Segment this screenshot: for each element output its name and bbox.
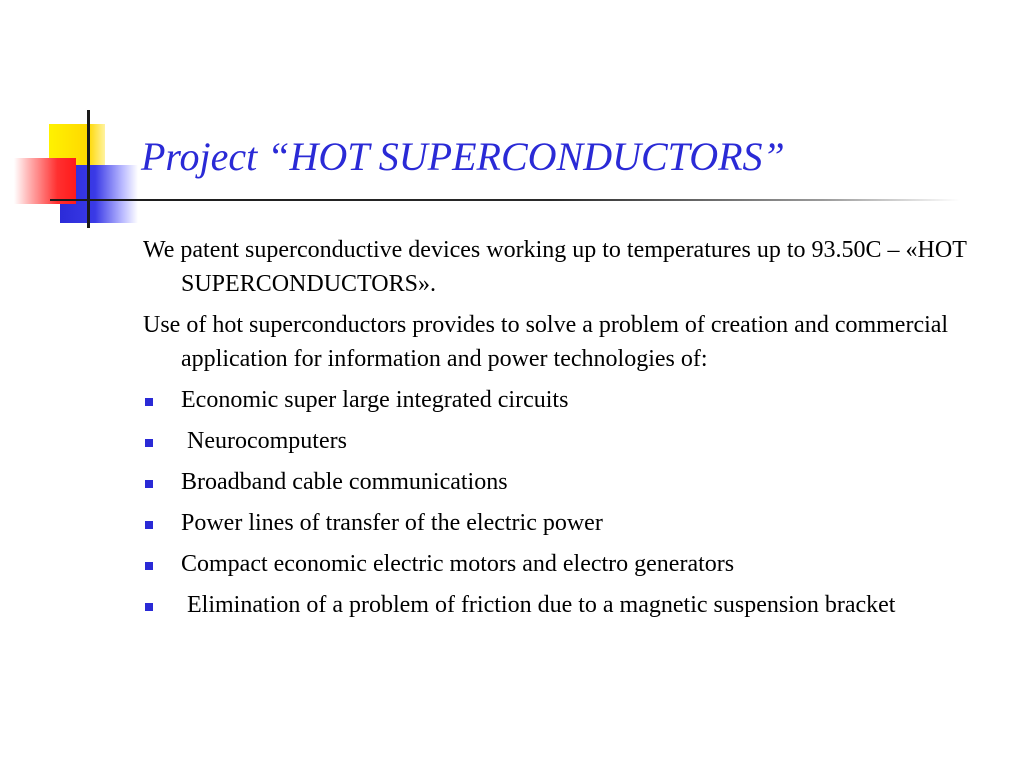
square-bullet-icon [145, 398, 153, 406]
square-bullet-icon [145, 562, 153, 570]
bullet-item [143, 547, 983, 581]
bullet-item [143, 506, 983, 540]
paragraph-application: Use of hot superconductors provides to solve a problem of creation and commercial application for information and power technologies of: [143, 312, 949, 372]
square-bullet-icon [145, 480, 153, 488]
bullet-item [143, 465, 983, 499]
paragraph-patent: We patent superconductive devices working up to temperatures up to 93.50C – «HOT SUPERCONDUCTORS». [143, 237, 967, 297]
slide-title: Project “HOT SUPERCONDUCTORS” [141, 134, 785, 179]
bullet-text: Compact economic electric motors and electro generators [181, 551, 735, 577]
bullet-item [143, 588, 983, 622]
logo-vertical-line [87, 110, 90, 228]
bullet-text: Elimination of a problem of friction due to a magnetic suspension bracket [181, 592, 896, 618]
bullet-item [143, 424, 983, 458]
square-bullet-icon [145, 603, 153, 611]
square-bullet-icon [145, 439, 153, 447]
bullet-text: Broadband cable communications [181, 469, 508, 495]
bullet-text: Power lines of transfer of the electric power [181, 510, 603, 536]
title-underline [50, 199, 960, 201]
logo-red-square [14, 158, 76, 204]
square-bullet-icon [145, 521, 153, 529]
slide-body [143, 233, 983, 629]
bullet-text: Economic super large integrated circuits [181, 387, 569, 413]
bullet-list [143, 383, 983, 622]
bullet-item [143, 383, 983, 417]
bullet-text: Neurocomputers [181, 428, 347, 454]
corner-logo [0, 0, 160, 240]
